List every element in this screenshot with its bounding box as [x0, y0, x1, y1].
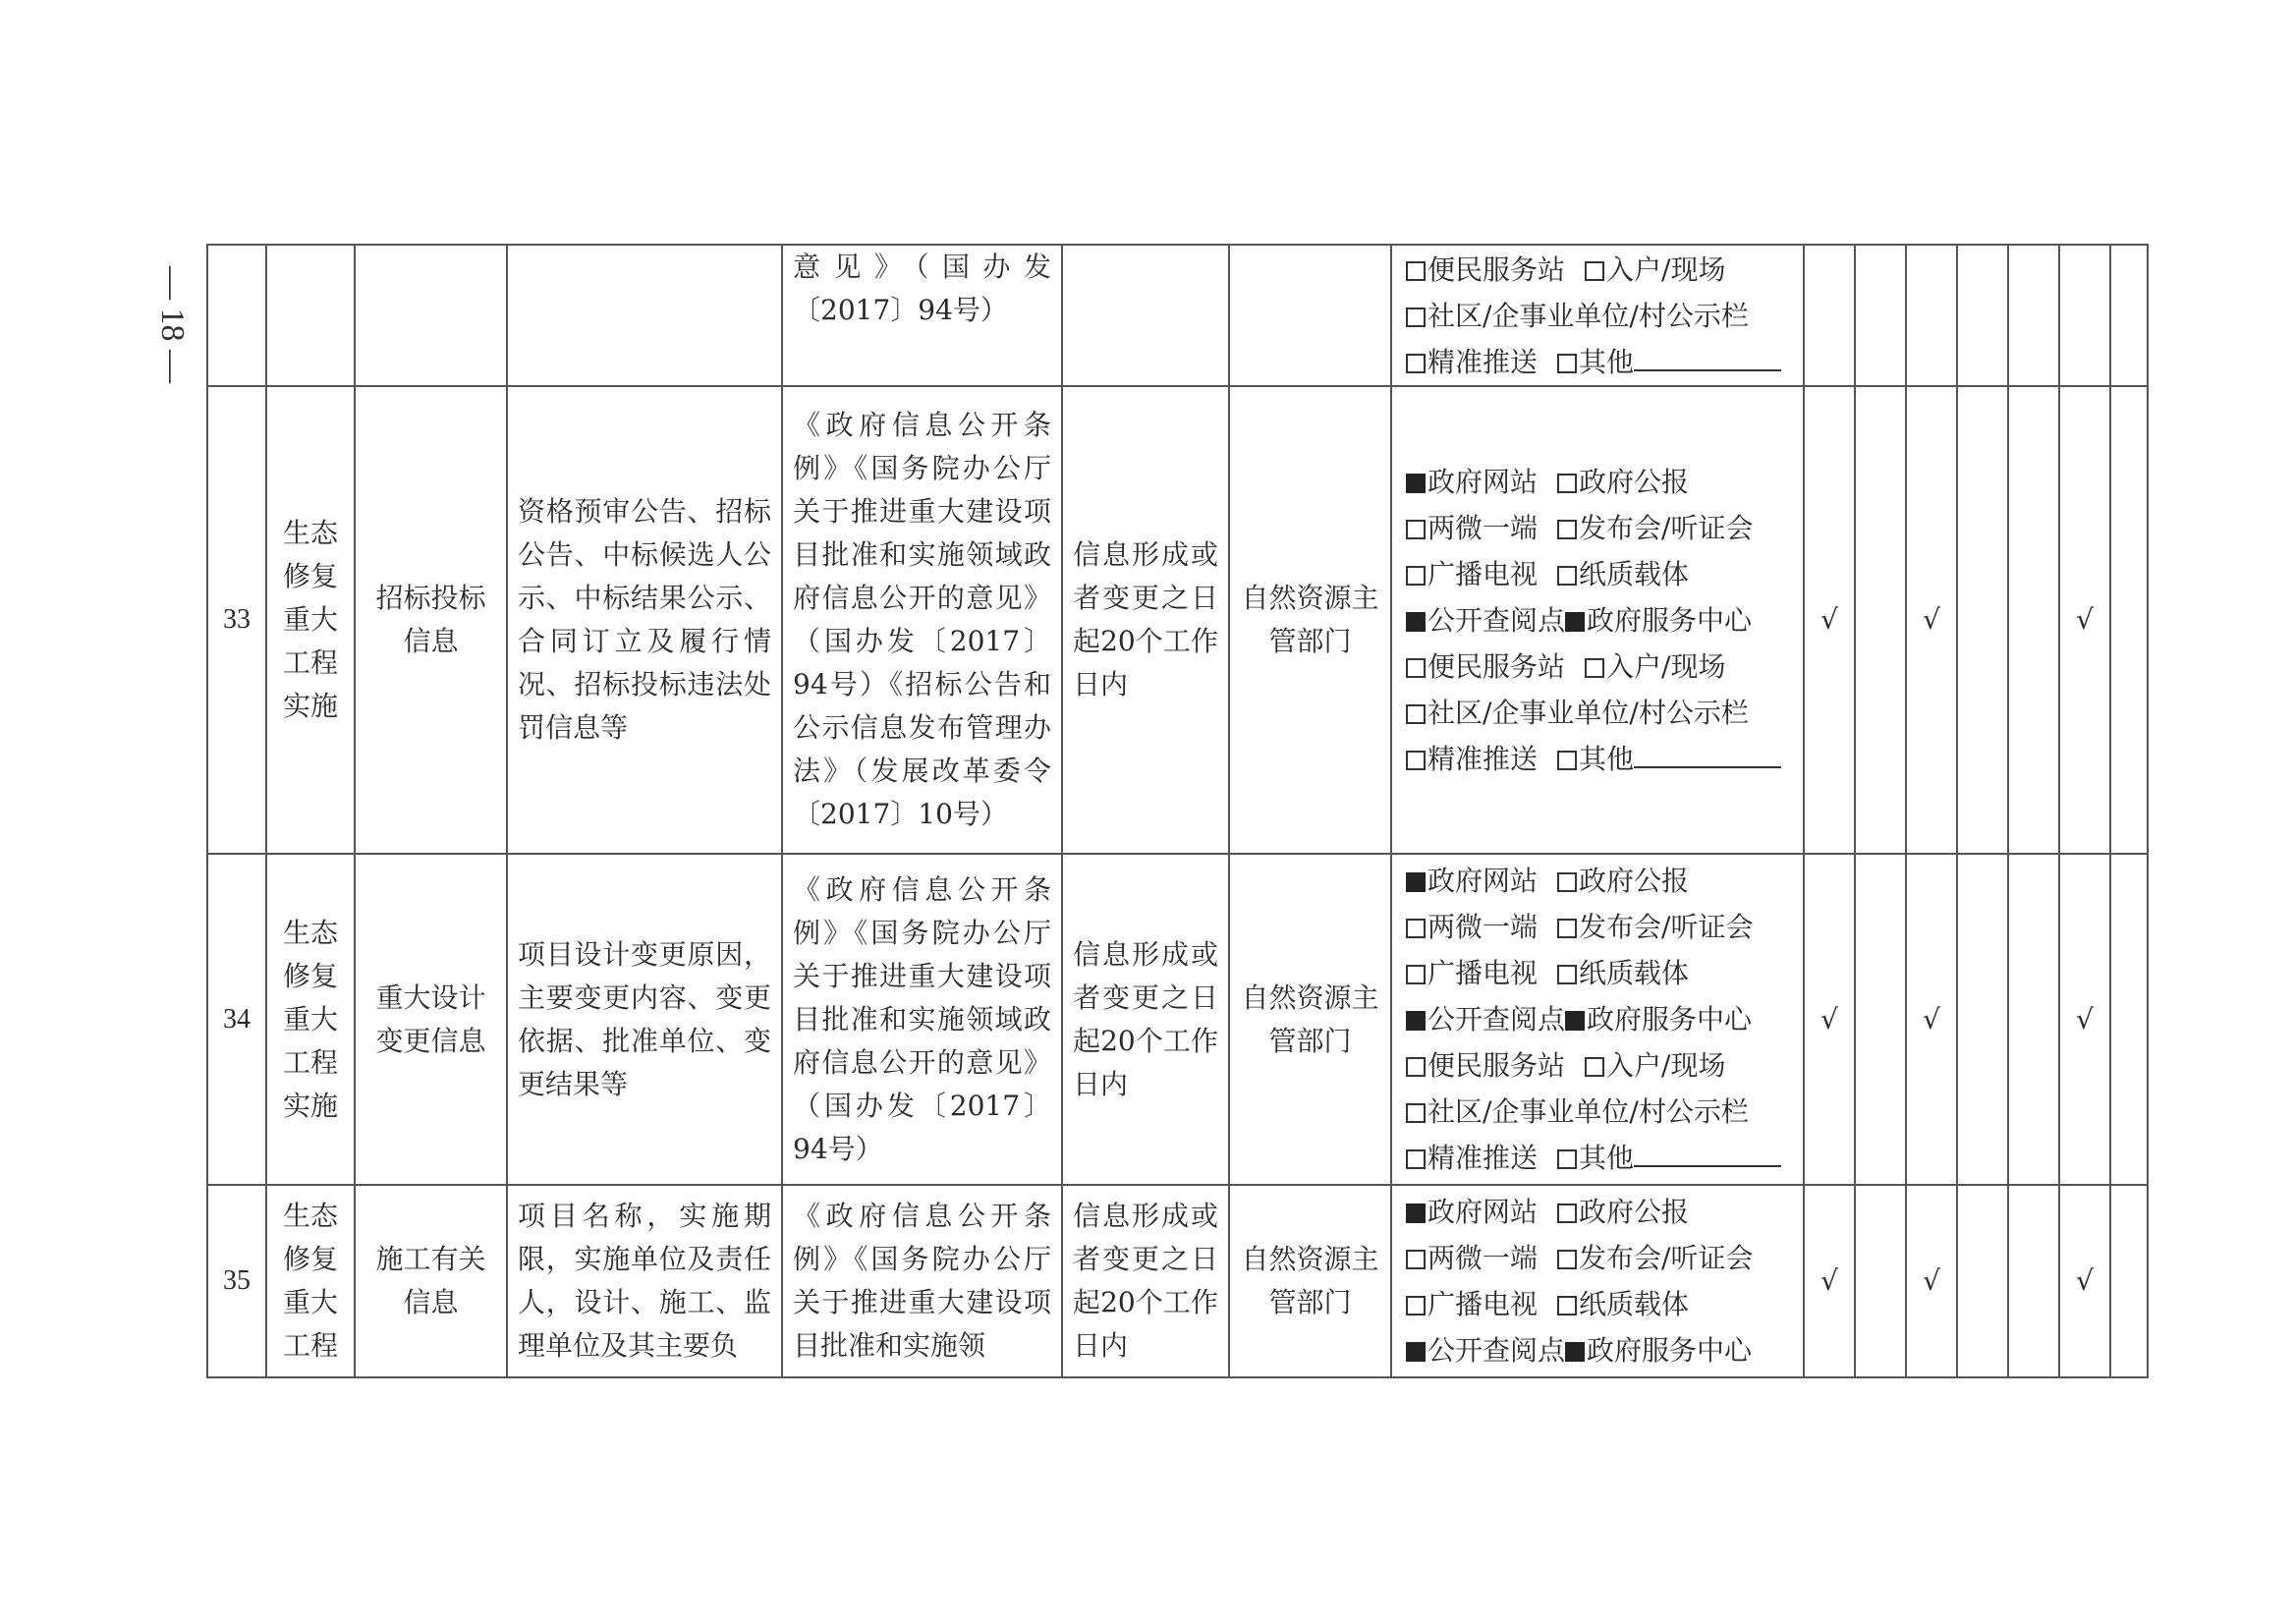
checkbox-checked-icon: [1406, 474, 1426, 493]
channel-label: 纸质载体: [1579, 957, 1690, 989]
row-time-limit: 信息形成或者变更之日起20个工作日内: [1062, 1185, 1229, 1377]
channel-label: 两微一端: [1427, 911, 1539, 943]
channel-label: 政府公报: [1579, 1196, 1690, 1228]
channel-label: 政府公报: [1579, 465, 1690, 498]
channel-cell: [1391, 245, 1804, 386]
row-department: 自然资源主管部门: [1229, 854, 1391, 1185]
check-col: [2110, 854, 2148, 1185]
row-item: 施工有关信息: [355, 1185, 507, 1377]
channel-label: 社区/企事业单位/村公示栏: [1427, 696, 1749, 729]
check-col: [1855, 245, 1906, 386]
check-col: [2008, 1185, 2059, 1377]
table-row: [207, 1185, 2148, 1377]
channel-cell: [1391, 1185, 1804, 1377]
channel-label: 入户/现场: [1606, 252, 1726, 286]
check-col: √: [1906, 854, 1957, 1185]
blank-line: [1634, 1142, 1781, 1167]
check-col: √: [2059, 386, 2110, 854]
row-content: 资格预审公告、招标公告、中标候选人公示、中标结果公示、合同订立及履行情况、招标投标违法处罚信息等: [507, 386, 782, 854]
channel-cell: [1391, 386, 1804, 854]
channel-label: 社区/企事业单位/村公示栏: [1427, 1095, 1749, 1128]
check-col: √: [1906, 386, 1957, 854]
channel-label: 纸质载体: [1579, 557, 1690, 590]
check-col: √: [2059, 1185, 2110, 1377]
channel-label: 其他: [1579, 345, 1635, 378]
blank-line: [1634, 743, 1781, 768]
checkbox-icon: [1406, 308, 1426, 327]
checkbox-icon: [1557, 919, 1577, 938]
row-basis: 《政府信息公开条例》《国务院办公厅关于推进重大建设项目批准和实施领域政府信息公开的意见》（国办发〔2017〕94号）《招标公告和公示信息发布管理办法》（发展改革委令〔2017〕10号）: [782, 386, 1062, 854]
check-col: [2110, 1185, 2148, 1377]
table-row: [207, 386, 2148, 854]
channel-label: 政府服务中心: [1587, 603, 1753, 637]
checkbox-icon: [1557, 1250, 1577, 1269]
check-col: [1957, 1185, 2008, 1377]
channel-label: 便民服务站: [1427, 1049, 1566, 1082]
channel-label: 政府公报: [1579, 865, 1690, 897]
channel-label: 政府服务中心: [1587, 1334, 1753, 1367]
row-department: 自然资源主管部门: [1229, 386, 1391, 854]
checkbox-icon: [1406, 566, 1426, 586]
channel-label: 广播电视: [1427, 557, 1539, 590]
check-col: [2059, 245, 2110, 386]
channel-label: 政府网站: [1427, 465, 1539, 498]
row-number: 35: [207, 1185, 266, 1377]
channel-label: 发布会/听证会: [1579, 1242, 1754, 1274]
check-col: [1957, 854, 2008, 1185]
check-col: √: [1804, 1185, 1855, 1377]
check-col: √: [1906, 1185, 1957, 1377]
checkbox-checked-icon: [1406, 1342, 1426, 1362]
row-category: [266, 245, 355, 386]
row-number: 33: [207, 386, 266, 854]
channel-label: 社区/企事业单位/村公示栏: [1427, 299, 1749, 332]
checkbox-icon: [1406, 1149, 1426, 1169]
checkbox-checked-icon: [1406, 612, 1426, 632]
checkbox-icon: [1406, 919, 1426, 938]
check-col: √: [2059, 854, 2110, 1185]
checkbox-icon: [1406, 1057, 1426, 1077]
checkbox-icon: [1557, 520, 1577, 539]
checkbox-icon: [1557, 354, 1577, 373]
check-col: [2008, 854, 2059, 1185]
row-time-limit: 信息形成或者变更之日起20个工作日内: [1062, 854, 1229, 1185]
row-time-limit: 信息形成或者变更之日起20个工作日内: [1062, 386, 1229, 854]
row-content: 项目设计变更原因，主要变更内容、变更依据、批准单位、变更结果等: [507, 854, 782, 1185]
channel-label: 入户/现场: [1606, 1049, 1726, 1082]
check-col: [2110, 386, 2148, 854]
row-basis: 《政府信息公开条例》《国务院办公厅关于推进重大建设项目批准和实施领: [782, 1185, 1062, 1377]
checkbox-icon: [1585, 261, 1604, 281]
channel-label: 公开查阅点: [1427, 1003, 1566, 1036]
channel-label: 政府网站: [1427, 1196, 1539, 1228]
channel-label: 精准推送: [1427, 742, 1539, 775]
table-row: [207, 854, 2148, 1185]
channel-label: 精准推送: [1427, 1142, 1539, 1174]
checkbox-icon: [1557, 1149, 1577, 1169]
blank-line: [1634, 346, 1781, 371]
check-col: √: [1804, 386, 1855, 854]
channel-cell: [1391, 854, 1804, 1185]
channel-label: 纸质载体: [1579, 1288, 1690, 1320]
checkbox-checked-icon: [1565, 1011, 1585, 1031]
checkbox-icon: [1585, 658, 1604, 678]
channel-label: 发布会/听证会: [1579, 911, 1754, 943]
row-content: 项目名称，实施期限，实施单位及责任人，设计、施工、监理单位及其主要负: [507, 1185, 782, 1377]
check-col: [1855, 1185, 1906, 1377]
page-number: — 18 —: [154, 265, 191, 383]
checkbox-icon: [1406, 965, 1426, 984]
row-basis: 意见》（国办发〔2017〕94号）: [782, 245, 1062, 386]
channel-label: 入户/现场: [1606, 649, 1726, 683]
table-row: [207, 245, 2148, 386]
check-col: [1804, 245, 1855, 386]
row-department: 自然资源主管部门: [1229, 1185, 1391, 1377]
channel-label: 其他: [1579, 1142, 1635, 1174]
channel-label: 公开查阅点: [1427, 603, 1566, 637]
row-item: 重大设计变更信息: [355, 854, 507, 1185]
row-content: [507, 245, 782, 386]
checkbox-checked-icon: [1565, 612, 1585, 632]
checkbox-icon: [1406, 658, 1426, 678]
channel-label: 广播电视: [1427, 957, 1539, 989]
row-item: 招标投标信息: [355, 386, 507, 854]
checkbox-icon: [1557, 1296, 1577, 1316]
row-category: 生态修复重大工程: [266, 1185, 355, 1377]
checkbox-icon: [1557, 872, 1577, 892]
checkbox-icon: [1557, 1204, 1577, 1223]
check-col: [2110, 245, 2148, 386]
row-department: [1229, 245, 1391, 386]
channel-label: 政府服务中心: [1587, 1003, 1753, 1036]
checkbox-icon: [1557, 965, 1577, 984]
channel-label: 便民服务站: [1427, 649, 1566, 683]
channel-label: 便民服务站: [1427, 252, 1566, 286]
checkbox-checked-icon: [1565, 1342, 1585, 1362]
check-col: [1957, 386, 2008, 854]
checkbox-icon: [1406, 354, 1426, 373]
check-col: [1957, 245, 2008, 386]
checkbox-icon: [1406, 520, 1426, 539]
channel-label: 两微一端: [1427, 511, 1539, 544]
channel-label: 其他: [1579, 742, 1635, 775]
checkbox-icon: [1557, 566, 1577, 586]
checkbox-checked-icon: [1406, 872, 1426, 892]
channel-label: 广播电视: [1427, 1288, 1539, 1320]
row-item: [355, 245, 507, 386]
check-col: √: [1804, 854, 1855, 1185]
row-category: 生态修复重大工程实施: [266, 854, 355, 1185]
checkbox-checked-icon: [1406, 1204, 1426, 1223]
row-category: 生态修复重大工程实施: [266, 386, 355, 854]
checkbox-icon: [1406, 1296, 1426, 1316]
disclosure-table: [206, 244, 2149, 1378]
row-number: 34: [207, 854, 266, 1185]
checkbox-icon: [1406, 1103, 1426, 1123]
row-number: [207, 245, 266, 386]
check-col: [2008, 386, 2059, 854]
checkbox-icon: [1406, 1250, 1426, 1269]
channel-label: 公开查阅点: [1427, 1334, 1566, 1367]
checkbox-icon: [1406, 704, 1426, 724]
check-col: [1906, 245, 1957, 386]
channel-label: 精准推送: [1427, 345, 1539, 378]
checkbox-icon: [1585, 1057, 1604, 1077]
checkbox-icon: [1557, 751, 1577, 770]
checkbox-icon: [1557, 474, 1577, 493]
channel-label: 发布会/听证会: [1579, 511, 1754, 544]
row-basis: 《政府信息公开条例》《国务院办公厅关于推进重大建设项目批准和实施领域政府信息公开的意见》（国办发〔2017〕94号）: [782, 854, 1062, 1185]
checkbox-icon: [1406, 751, 1426, 770]
channel-label: 两微一端: [1427, 1242, 1539, 1274]
channel-label: 政府网站: [1427, 865, 1539, 897]
check-col: [1855, 854, 1906, 1185]
checkbox-icon: [1406, 261, 1426, 281]
check-col: [1855, 386, 1906, 854]
check-col: [2008, 245, 2059, 386]
row-time-limit: [1062, 245, 1229, 386]
checkbox-checked-icon: [1406, 1011, 1426, 1031]
